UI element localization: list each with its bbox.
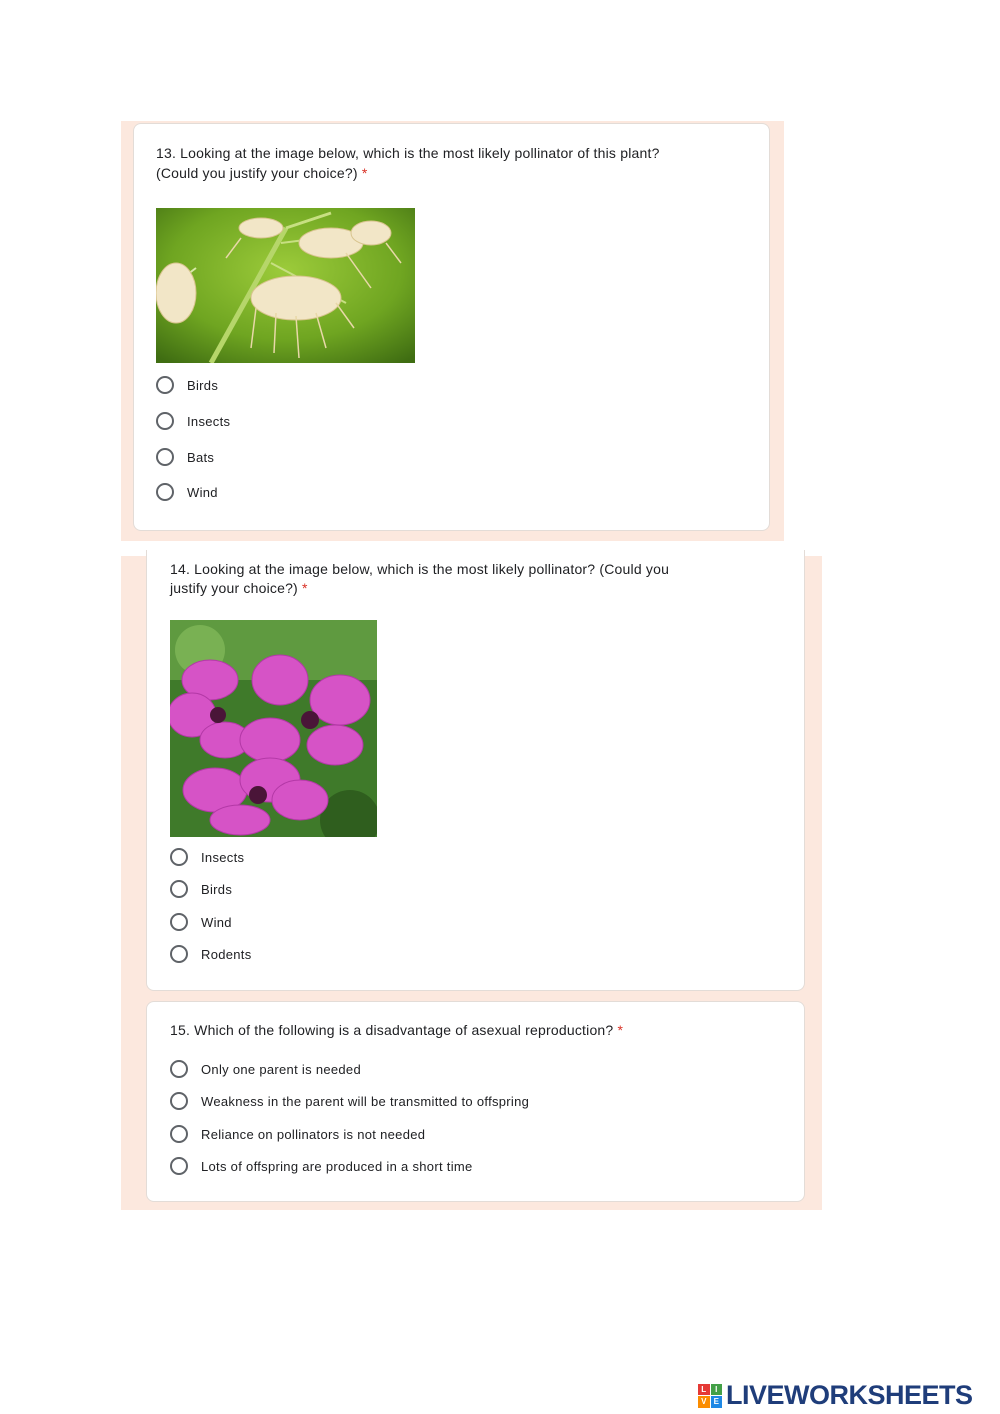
radio-button[interactable] bbox=[156, 376, 174, 394]
pink-geranium-image bbox=[170, 620, 377, 837]
option-15-lots-offspring[interactable] bbox=[170, 1155, 473, 1177]
option-13-wind[interactable] bbox=[156, 481, 218, 503]
question-15-text: 15. Which of the following is a disadvantage of asexual reproduction? bbox=[170, 1022, 614, 1038]
radio-button[interactable] bbox=[156, 483, 174, 501]
question-14-text: 14. Looking at the image below, which is the most likely pollinator? (Could you bbox=[170, 561, 670, 577]
option-label: Insects bbox=[201, 849, 245, 865]
required-asterisk: * bbox=[617, 1022, 624, 1038]
radio-button[interactable] bbox=[170, 913, 188, 931]
option-label: Rodents bbox=[201, 946, 252, 962]
option-label: Wind bbox=[201, 914, 232, 930]
question-15-title bbox=[170, 1020, 790, 1040]
option-14-insects[interactable] bbox=[170, 846, 244, 868]
logo-mark-icon bbox=[698, 1384, 722, 1408]
option-label: Wind bbox=[187, 484, 218, 500]
question-14-title bbox=[170, 560, 790, 598]
option-label: Birds bbox=[187, 377, 219, 393]
option-13-birds[interactable] bbox=[156, 374, 218, 396]
option-label: Weakness in the parent will be transmitted to offspring bbox=[201, 1093, 530, 1109]
question-13-text-line2: (Could you justify your choice?) bbox=[156, 165, 358, 181]
option-label: Only one parent is needed bbox=[201, 1061, 361, 1077]
radio-button[interactable] bbox=[170, 848, 188, 866]
option-14-rodents[interactable] bbox=[170, 943, 252, 965]
option-label: Reliance on pollinators is not needed bbox=[201, 1126, 426, 1142]
radio-button[interactable] bbox=[156, 448, 174, 466]
option-15-one-parent[interactable] bbox=[170, 1058, 361, 1080]
grass-flower-image bbox=[156, 208, 415, 363]
logo-mark-letter: E bbox=[711, 1396, 723, 1408]
option-13-insects[interactable] bbox=[156, 410, 230, 432]
radio-button[interactable] bbox=[170, 1092, 188, 1110]
radio-button[interactable] bbox=[156, 412, 174, 430]
radio-button[interactable] bbox=[170, 1060, 188, 1078]
logo-text: LIVEWORKSHEETS bbox=[726, 1380, 973, 1410]
option-14-birds[interactable] bbox=[170, 878, 232, 900]
question-14-text-line2: justify your choice?) bbox=[170, 580, 298, 596]
radio-button[interactable] bbox=[170, 1125, 188, 1143]
option-13-bats[interactable] bbox=[156, 446, 214, 468]
option-label: Bats bbox=[187, 449, 215, 465]
logo-mark-letter: V bbox=[698, 1396, 710, 1408]
option-label: Insects bbox=[187, 413, 231, 429]
option-15-weakness[interactable] bbox=[170, 1090, 529, 1112]
option-15-pollinators[interactable] bbox=[170, 1123, 425, 1145]
question-13-title bbox=[156, 143, 756, 183]
radio-button[interactable] bbox=[170, 1157, 188, 1175]
required-asterisk: * bbox=[302, 580, 308, 596]
option-label: Birds bbox=[201, 881, 233, 897]
required-asterisk: * bbox=[361, 165, 368, 181]
logo-mark-letter: L bbox=[698, 1384, 710, 1396]
liveworksheets-logo bbox=[698, 1380, 973, 1411]
option-label: Lots of offspring are produced in a short time bbox=[201, 1158, 473, 1174]
radio-button[interactable] bbox=[170, 945, 188, 963]
option-14-wind[interactable] bbox=[170, 911, 232, 933]
radio-button[interactable] bbox=[170, 880, 188, 898]
logo-mark-letter: I bbox=[711, 1384, 723, 1396]
question-13-text: 13. Looking at the image below, which is the most likely pollinator of this plant? bbox=[156, 145, 660, 161]
